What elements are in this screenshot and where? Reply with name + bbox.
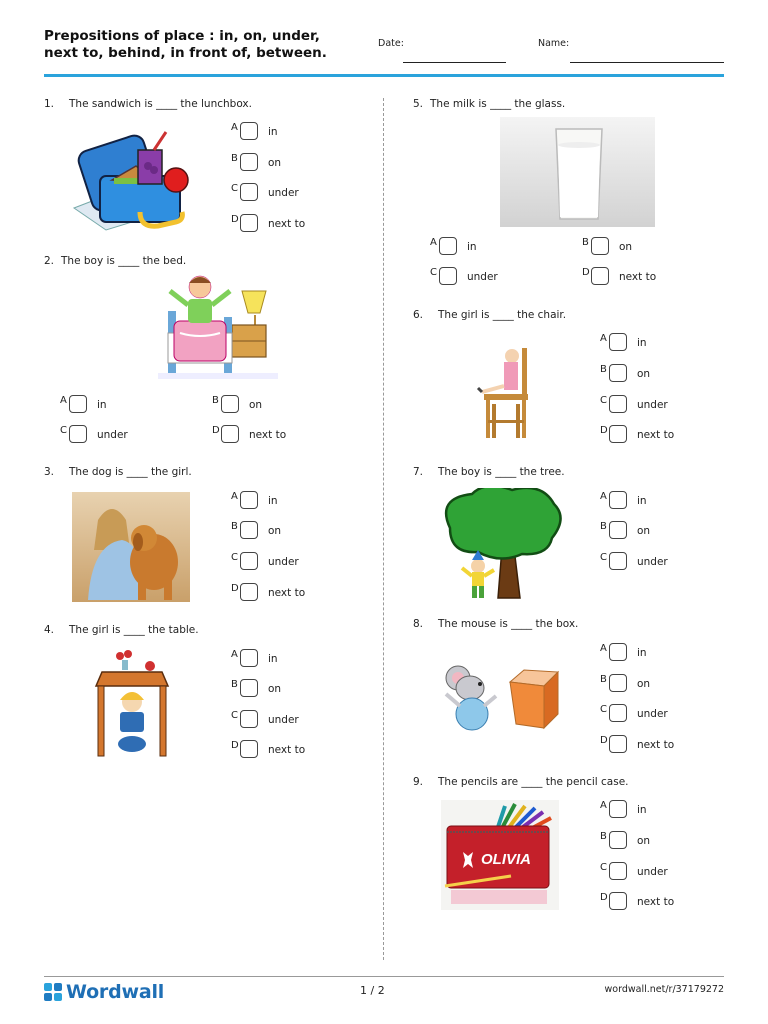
checkbox[interactable]	[609, 491, 627, 509]
dog-girl-photo	[72, 492, 190, 602]
question-6: 6. The girl is ____ the chair.	[413, 309, 567, 321]
checkbox[interactable]	[609, 735, 627, 753]
checkbox[interactable]	[240, 552, 258, 570]
name-field[interactable]	[570, 62, 724, 63]
date-label: Date:	[378, 38, 404, 49]
checkbox[interactable]	[609, 831, 627, 849]
checkbox[interactable]	[240, 679, 258, 697]
name-label: Name:	[538, 38, 570, 49]
checkbox[interactable]	[240, 183, 258, 201]
bed-boy-icon	[158, 273, 280, 383]
chair-girl-icon	[470, 342, 540, 442]
checkbox[interactable]	[221, 395, 239, 413]
checkbox[interactable]	[609, 704, 627, 722]
checkbox[interactable]	[609, 800, 627, 818]
question-8: 8. The mouse is ____ the box.	[413, 618, 579, 630]
tree-boy-icon	[436, 488, 564, 602]
checkbox[interactable]	[439, 237, 457, 255]
page-number: 1 / 2	[360, 984, 385, 997]
case-lettering: OLIVIA	[481, 851, 532, 868]
milk-glass-photo	[500, 117, 655, 227]
question-5: 5. The milk is ____ the glass.	[413, 98, 566, 110]
checkbox[interactable]	[240, 521, 258, 539]
question-7: 7. The boy is ____ the tree.	[413, 466, 565, 478]
checkbox[interactable]	[609, 395, 627, 413]
checkbox[interactable]	[240, 122, 258, 140]
pencil-case-photo	[441, 800, 559, 910]
checkbox[interactable]	[439, 267, 457, 285]
question-4: 4. The girl is ____ the table.	[44, 624, 199, 636]
table-girl-icon	[92, 648, 172, 758]
checkbox[interactable]	[69, 425, 87, 443]
question-9: 9. The pencils are ____ the pencil case.	[413, 776, 629, 788]
mouse-box-icon	[440, 648, 562, 748]
question-1: 1. The sandwich is ____ the lunchbox.	[44, 98, 252, 110]
checkbox[interactable]	[609, 892, 627, 910]
checkbox[interactable]	[609, 364, 627, 382]
checkbox[interactable]	[609, 674, 627, 692]
wordwall-logo-icon	[44, 983, 62, 1001]
date-field[interactable]	[403, 62, 506, 63]
checkbox[interactable]	[591, 267, 609, 285]
question-2: 2. The boy is ____ the bed.	[44, 255, 187, 267]
page-title: Prepositions of place : in, on, under, next to, behind, in front of, between.	[44, 28, 327, 61]
checkbox[interactable]	[240, 740, 258, 758]
checkbox[interactable]	[609, 521, 627, 539]
checkbox[interactable]	[609, 333, 627, 351]
checkbox[interactable]	[240, 710, 258, 728]
checkbox[interactable]	[240, 583, 258, 601]
checkbox[interactable]	[609, 643, 627, 661]
checkbox[interactable]	[609, 862, 627, 880]
checkbox[interactable]	[240, 491, 258, 509]
footer-divider	[44, 976, 724, 977]
wordwall-brand[interactable]	[44, 981, 164, 1003]
column-divider	[383, 98, 384, 960]
checkbox[interactable]	[591, 237, 609, 255]
checkbox[interactable]	[240, 153, 258, 171]
checkbox[interactable]	[609, 552, 627, 570]
checkbox[interactable]	[609, 425, 627, 443]
lunchbox-icon	[70, 120, 192, 232]
checkbox[interactable]	[240, 649, 258, 667]
checkbox[interactable]	[221, 425, 239, 443]
brand-name: Wordwall	[66, 981, 165, 1003]
checkbox[interactable]	[240, 214, 258, 232]
header-divider	[44, 74, 724, 77]
checkbox[interactable]	[69, 395, 87, 413]
footer-url[interactable]: wordwall.net/r/37179272	[604, 984, 724, 995]
question-3: 3. The dog is ____ the girl.	[44, 466, 192, 478]
